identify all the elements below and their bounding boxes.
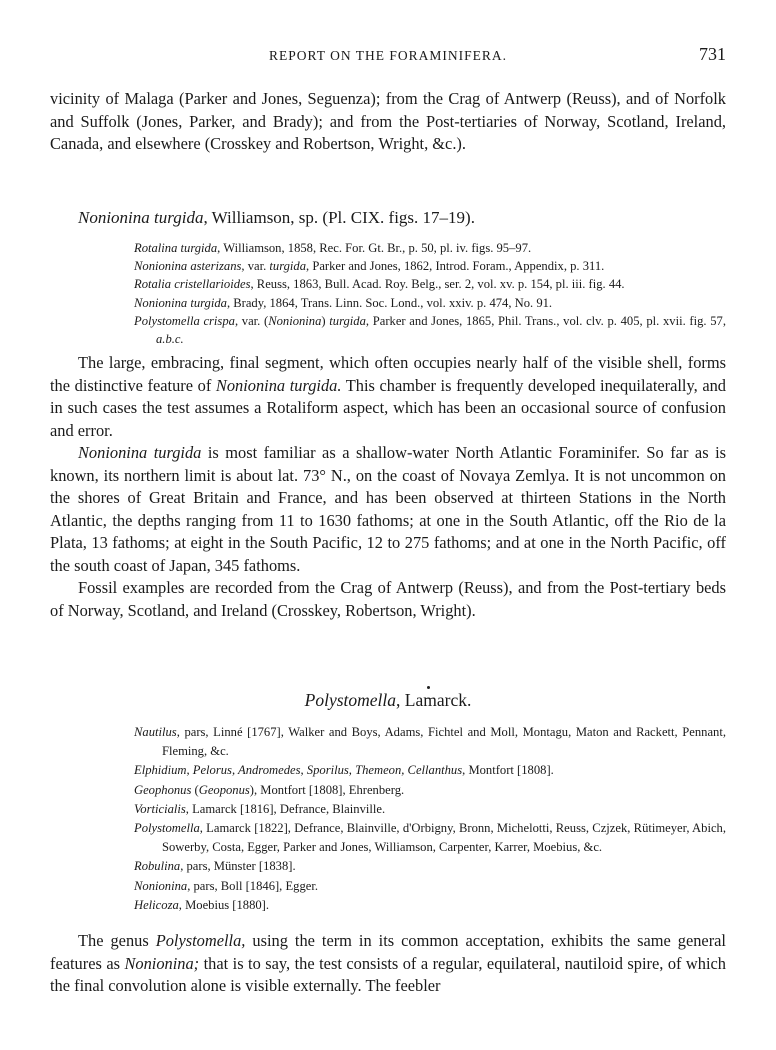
page-number: 731 [699, 44, 726, 64]
synonym-name: turgida [329, 313, 366, 328]
genus-name: Polystomella [304, 690, 397, 710]
fossil-paragraph: Fossil examples are recorded from the Crag of Antwerp (Reuss), and from the Post-tertiary beds of Norway, Scotland, and Ireland (Crosskey, Robertson, Wright). [50, 578, 726, 620]
synonym-entry [134, 294, 726, 312]
synonym-ref: , Parker and Jones, 1862, Introd. Foram., Appendix, p. 311. [306, 259, 605, 274]
synonym-ref: , Brady, 1864, Trans. Linn. Soc. Lond., vol. xxiv. p. 474, No. 91. [226, 295, 553, 310]
description-paragraph [50, 352, 726, 442]
genus-ref-entry [134, 857, 726, 876]
intro-paragraph-block [50, 88, 726, 156]
genus-ref-text: ( [191, 782, 199, 797]
species-heading-block [50, 207, 726, 230]
genus-ref-text: , Moebius [1880]. [178, 897, 270, 912]
text-run: is most familiar as a shallow-water North Atlantic Foraminifer. So far as is known, its northern limit is about lat. 73° N., on the coast of Novaya Zemlya. It is not uncommon on the shores of Great Britain and France, and has been observed at thirteen Stations in the North Atlantic, the depths ranging from 11 to 1630 fathoms; at one in the South Atlantic, off the Rio de la Plata, 13 fathoms; at eight in the South Pacific, 12 to 275 fathoms; and at one in the North Pacific, off the south coast of Japan, 345 fathoms. [50, 443, 726, 575]
text-run: that is to say, the test consists of a regular, equilateral, nautiloid spire, of which the final convolution alone is visible externally. The feebler [50, 953, 726, 995]
synonym-name: Nonionina asterizans [134, 259, 242, 274]
text-run: The large, embracing, final segment, which often occupies nearly half of the visible shell, forms the distinctive feature of [50, 353, 726, 395]
genus-name-inline: Nonionina; [124, 953, 200, 973]
genus-description [50, 930, 726, 998]
synonym-name: Rotalia cristellarioides [134, 277, 251, 292]
species-heading [50, 207, 726, 230]
separator-dot [427, 686, 430, 689]
synonym-ref: , Reuss, 1863, Bull. Acad. Roy. Belg., ser. 2, vol. xv. p. 154, pl. iii. fig. 44. [250, 277, 625, 292]
genus-ref-entry [134, 877, 726, 896]
page-header [50, 44, 726, 68]
genus-ref-name: Geoponus [198, 782, 250, 797]
genus-ref-name: Robulina [134, 859, 181, 874]
genus-name-inline: Polystomella, [155, 931, 246, 950]
genus-ref-text: ), Montfort [1808], Ehrenberg. [249, 782, 405, 797]
genus-ref-name: Geophonus [134, 782, 192, 797]
genus-ref-name: Nautilus [134, 725, 177, 739]
genus-synonymy [134, 723, 726, 915]
synonym-ref: , var. ( [234, 313, 269, 328]
genus-ref-entry [134, 896, 726, 915]
genus-ref-entry [134, 819, 726, 857]
synonym-name: Rotalina turgida [134, 241, 218, 255]
synonym-name: Nonionina [268, 313, 322, 328]
distribution-paragraph [50, 442, 726, 577]
synonym-ref: , Williamson, 1858, Rec. For. Gt. Br., p. 50, pl. iv. figs. 95–97. [217, 241, 532, 255]
synonym-ref: ) [321, 313, 330, 328]
species-description [50, 352, 726, 622]
species-name: Nonionina turgida [78, 208, 204, 227]
genus-ref-text: , pars, Linné [1767], Walker and Boys, Adams, Fichtel and Moll, Montagu, Maton and Rackett, Pennant, Fleming, &c. [162, 725, 726, 759]
text-run: The genus [78, 931, 156, 950]
text-run: This chamber is frequently developed inequilaterally, and in such cases the test assumes a Rotaliform aspect, which has been an occasional source of confusion and error. [50, 375, 726, 440]
synonym-entry [134, 312, 726, 348]
species-name-inline: Nonionina turgida [78, 443, 202, 462]
genus-ref-text: , pars, Münster [1838]. [180, 859, 296, 874]
synonym-name: a.b.c. [156, 332, 184, 347]
genus-ref-text: , pars, Boll [1846], Egger. [187, 878, 319, 893]
genus-author: , Lamarck. [396, 690, 472, 710]
synonym-entry [134, 275, 726, 293]
genus-ref-name: Nonionina [134, 878, 188, 893]
genus-ref-entry [134, 781, 726, 800]
species-name-inline: Nonionina turgida. [215, 375, 342, 395]
synonym-entry [134, 239, 726, 257]
species-author: , Williamson, sp. (Pl. CIX. figs. 17–19). [203, 208, 475, 227]
running-title: REPORT ON THE FORAMINIFERA. [269, 48, 507, 63]
genus-paragraph [50, 930, 726, 998]
genus-ref-text: , Lamarck [1822], Defrance, Blainville, d'Orbigny, Bronn, Michelotti, Reuss, Czjzek, Rütimeyer, Abich, Sowerby, Costa, Egger, Parker and Jones, Williamson, Carpenter, Karrer, Moebius, &c. [162, 821, 726, 855]
synonym-entry [134, 257, 726, 275]
genus-ref-name: Helicoza [134, 897, 179, 912]
genus-ref-name: Elphidium, Pelorus, Andromedes, Sporilus, Themeon, Cellanthus [134, 763, 463, 778]
synonym-name: turgida [269, 259, 307, 274]
genus-ref-entry [134, 761, 726, 780]
genus-ref-entry [134, 723, 726, 761]
synonym-name: Nonionina turgida [134, 295, 227, 310]
genus-ref-name: Vorticialis [134, 801, 186, 816]
genus-heading [0, 690, 776, 711]
synonym-name: Polystomella crispa [134, 313, 235, 328]
genus-ref-entry [134, 800, 726, 819]
intro-paragraph: vicinity of Malaga (Parker and Jones, Seguenza); from the Crag of Antwerp (Reuss), and of Norfolk and Suffolk (Jones, Parker, and Brady); and from the Post-tertiaries of Norway, Scotland, Ireland, Canada, and elsewhere (Crosskey and Robertson, Wright, &c.). [50, 89, 726, 153]
synonym-ref: , var. [241, 259, 270, 274]
species-synonymy [134, 239, 726, 348]
genus-ref-text: , Montfort [1808]. [462, 763, 554, 778]
genus-ref-text: , Lamarck [1816], Defrance, Blainville. [185, 801, 386, 816]
genus-ref-name: Polystomella [134, 821, 200, 836]
synonym-ref: , Parker and Jones, 1865, Phil. Trans., vol. clv. p. 405, pl. xvii. fig. 57, [365, 313, 726, 328]
text-run: using the term in its common acceptation, exhibits the same general features as [50, 931, 726, 973]
